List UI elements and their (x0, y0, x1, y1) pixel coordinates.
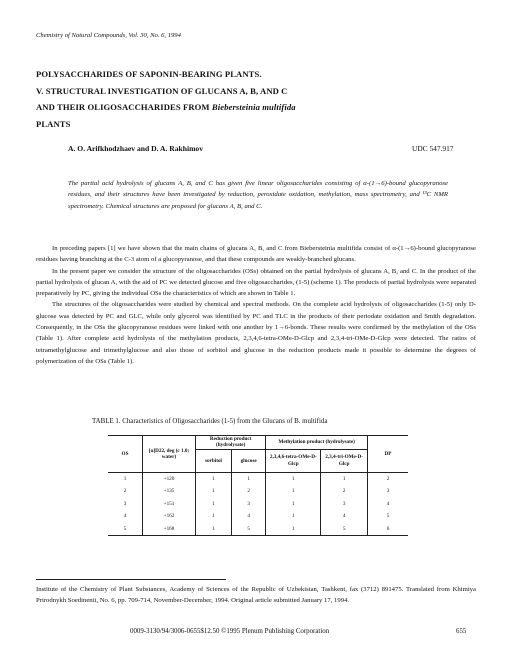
table-cell: +120 (143, 472, 196, 485)
table-cell: 4 (231, 510, 265, 523)
abstract: The partial acid hydrolysis of glucans A, B, and C has given five linear oligosaccharides consisting of α-(1→6)-bound glucopyranose residues, and their structures have been investigated by reduction, peroxidate oxidation, methylation, mass spectrometry, and ¹³C NMR spectrometry. Chemical structures are proposed for glucans A, B, and C. (68, 180, 448, 210)
col-dp: DP (368, 436, 409, 473)
body-text (36, 243, 476, 367)
table-cell: 3 (231, 498, 265, 511)
table-cell: 5 (368, 510, 409, 523)
table-cell: 2 (123, 488, 127, 495)
table-body (108, 472, 408, 536)
col-rotation: [α]D22, deg (c 1.0; water) (143, 436, 196, 473)
article-title (36, 66, 476, 132)
table-cell: 2 (368, 472, 409, 485)
table-cell: 2 (231, 485, 265, 498)
title-species: Biebersteinia multifida (211, 102, 296, 112)
table-cell: 1 (266, 498, 321, 511)
title-line-3-text: AND THEIR OLIGOSACCHARIDES FROM (36, 102, 212, 112)
table-cell: 3 (321, 498, 368, 511)
table-caption: TABLE 1. Characteristics of Oligosaccharides (1-5) from the Glucans of B. multifida (92, 418, 328, 425)
page-number: 655 (456, 628, 467, 635)
table-cell: 1 (266, 485, 321, 498)
col-methylation: Methylation product (hydrolysate) (266, 436, 368, 450)
table-cell: 5 (231, 523, 265, 536)
title-line-2: V. STRUCTURAL INVESTIGATION OF GLUCANS A, B, AND C (36, 85, 288, 96)
table-cell: 4 (123, 513, 127, 520)
footnote: Institute of the Chemistry of Plant Substances, Academy of Sciences of the Republic of Uzbekistan, Tashkent, fax (3712) 891475. Translated from Khimiya Prirodnykh Soedinenii, No. 6, pp. 709-714, November-December, 1994. Original article submitted January 17, 1994. (36, 586, 476, 604)
table-cell: +151 (143, 498, 196, 511)
table-cell: 3 (368, 485, 409, 498)
table-cell: +168 (143, 523, 196, 536)
title-line-1: POLYSACCHARIDES OF SAPONIN-BEARING PLANTS. (36, 69, 262, 79)
table-row (108, 510, 408, 523)
table-cell: 6 (368, 523, 409, 536)
table-cell: 1 (266, 523, 321, 536)
table-cell: 1 (266, 472, 321, 485)
table-cell: 1 (196, 485, 232, 498)
table-cell: 1 (321, 472, 368, 485)
col-glucose: glucose (231, 449, 265, 472)
footnote-rule (36, 579, 226, 580)
col-tri: 2,3,4-tri-OMe-D-Glcp (321, 449, 368, 472)
table-cell: 1 (231, 472, 265, 485)
col-tetra: 2,3,4,6-tetra-OMe-D-Glcp (266, 449, 321, 472)
table-cell: 4 (321, 510, 368, 523)
table-row (108, 485, 408, 498)
col-reduction: Reduction product (hydrolysate) (196, 436, 266, 450)
data-table (108, 435, 408, 536)
table-cell: +135 (143, 485, 196, 498)
copyright-line: 0009-3130/94/3006-0655$12.50 ©1995 Plenum Publishing Corporation (130, 628, 330, 635)
table-cell: 1 (196, 510, 232, 523)
title-line-3 (36, 99, 476, 116)
table-row (108, 472, 408, 485)
paragraph-1: In preceding papers [1] we have shown that the main chains of glucans A, B, and C from Biebersteinia multifida consist of α-(1→6)-bound glucopyranose residues having branching at the C-3 atom of a glucopyranose, and that these compounds are weakly-branched glucans. (36, 245, 476, 264)
table-cell: 1 (196, 472, 232, 485)
col-sorbitol: sorbitol (196, 449, 232, 472)
journal-header: Chemistry of Natural Compounds, Vol. 30, No. 6, 1994 (36, 32, 181, 39)
table-cell: 2 (321, 485, 368, 498)
authors: A. O. Arifkhodzhaev and D. A. Rakhimov (68, 144, 204, 153)
table-row (108, 523, 408, 536)
table-cell: 1 (196, 498, 232, 511)
table-cell: 5 (108, 523, 143, 536)
table-row (108, 498, 408, 511)
table-cell: 1 (266, 510, 321, 523)
udc-code: UDC 547.917 (412, 144, 454, 153)
table-cell: 1 (196, 523, 232, 536)
paragraph-2: In the present paper we consider the structure of the oligosaccharides (OSs) obtained on the partial hydrolysis of glucans A, B, and C. In the product of the partial hydrolysis of glucan A, with the aid of PC we detected glucose and five oligosaccharides, (1-5) (scheme 1). The products of partial hydrolysis were separated preparatively by PC, giving the individual OSs the characteristics of which are shown in Table 1. (36, 267, 477, 298)
table-cell: 5 (321, 523, 368, 536)
title-line-4: PLANTS (36, 118, 71, 129)
table-cell: 4 (368, 498, 409, 511)
table-cell: 1 (123, 475, 127, 482)
table-cell: +162 (143, 510, 196, 523)
col-os: OS (121, 450, 129, 457)
paragraph-3: The structures of the oligosaccharides were studied by chemical and spectral methods. On the complete acid hydrolysis of oligosaccharides (1-5) only D-glucose was detected by PC and GLC, while only glycerol was identified by PC and TLC in the products of their periodate oxidation and Smith degradation. Consequently, in the OSs the glucopyranose residues were linked with one another by 1→6-bonds. These results were confirmed by the methylation of the OSs (Table 1). After complete acid hydrolysis of the methylation products, 2,3,4,6-tetra-OMe-D-Glcp and 2,3,4-tri-OMe-D-Glcp were detected. The ratios of tetramethylglucose and trimethylglucose and also those of sorbitol and glucose in the reduction products made it possible to determine the degrees of polymerization of the OSs (Table 1). (36, 301, 476, 365)
table-cell: 3 (123, 500, 127, 507)
